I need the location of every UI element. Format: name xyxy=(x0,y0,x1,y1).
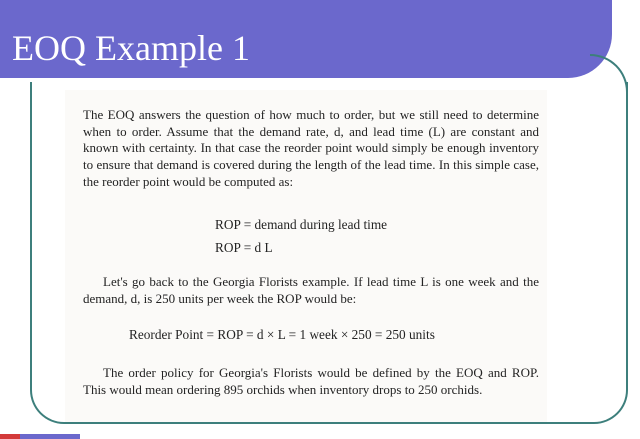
title-underline xyxy=(0,78,590,81)
equation-reorder-point: Reorder Point = ROP = d × L = 1 week × 250 = 250 units xyxy=(129,327,435,342)
equation-rop-definition: ROP = demand during lead time xyxy=(215,217,388,232)
paragraph-example: Let's go back to the Georgia Florists example. If lead time L is one week and the demand, d, is 250 units per week the ROP would be: xyxy=(83,274,539,306)
title-bar xyxy=(0,0,612,78)
equation-rop-formula: ROP = d L xyxy=(215,240,273,255)
document-excerpt xyxy=(65,90,547,422)
slide-title: EOQ Example 1 xyxy=(12,28,250,68)
bottom-accent-bar-blue xyxy=(20,434,80,439)
paragraph-intro: The EOQ answers the question of how much to order, but we still need to determine when to order. Assume that the demand rate, d, and lead time (L) are constant and known with certainty. In that case the reorder point would simply be enough inventory to ensure that demand is covered during the length of the lead time. In this simple case, the reorder point would be computed as: xyxy=(83,107,539,189)
paragraph-policy: The order policy for Georgia's Florists would be defined by the EOQ and ROP. This would mean ordering 895 orchids when inventory drops to 250 orchids. xyxy=(83,365,539,397)
